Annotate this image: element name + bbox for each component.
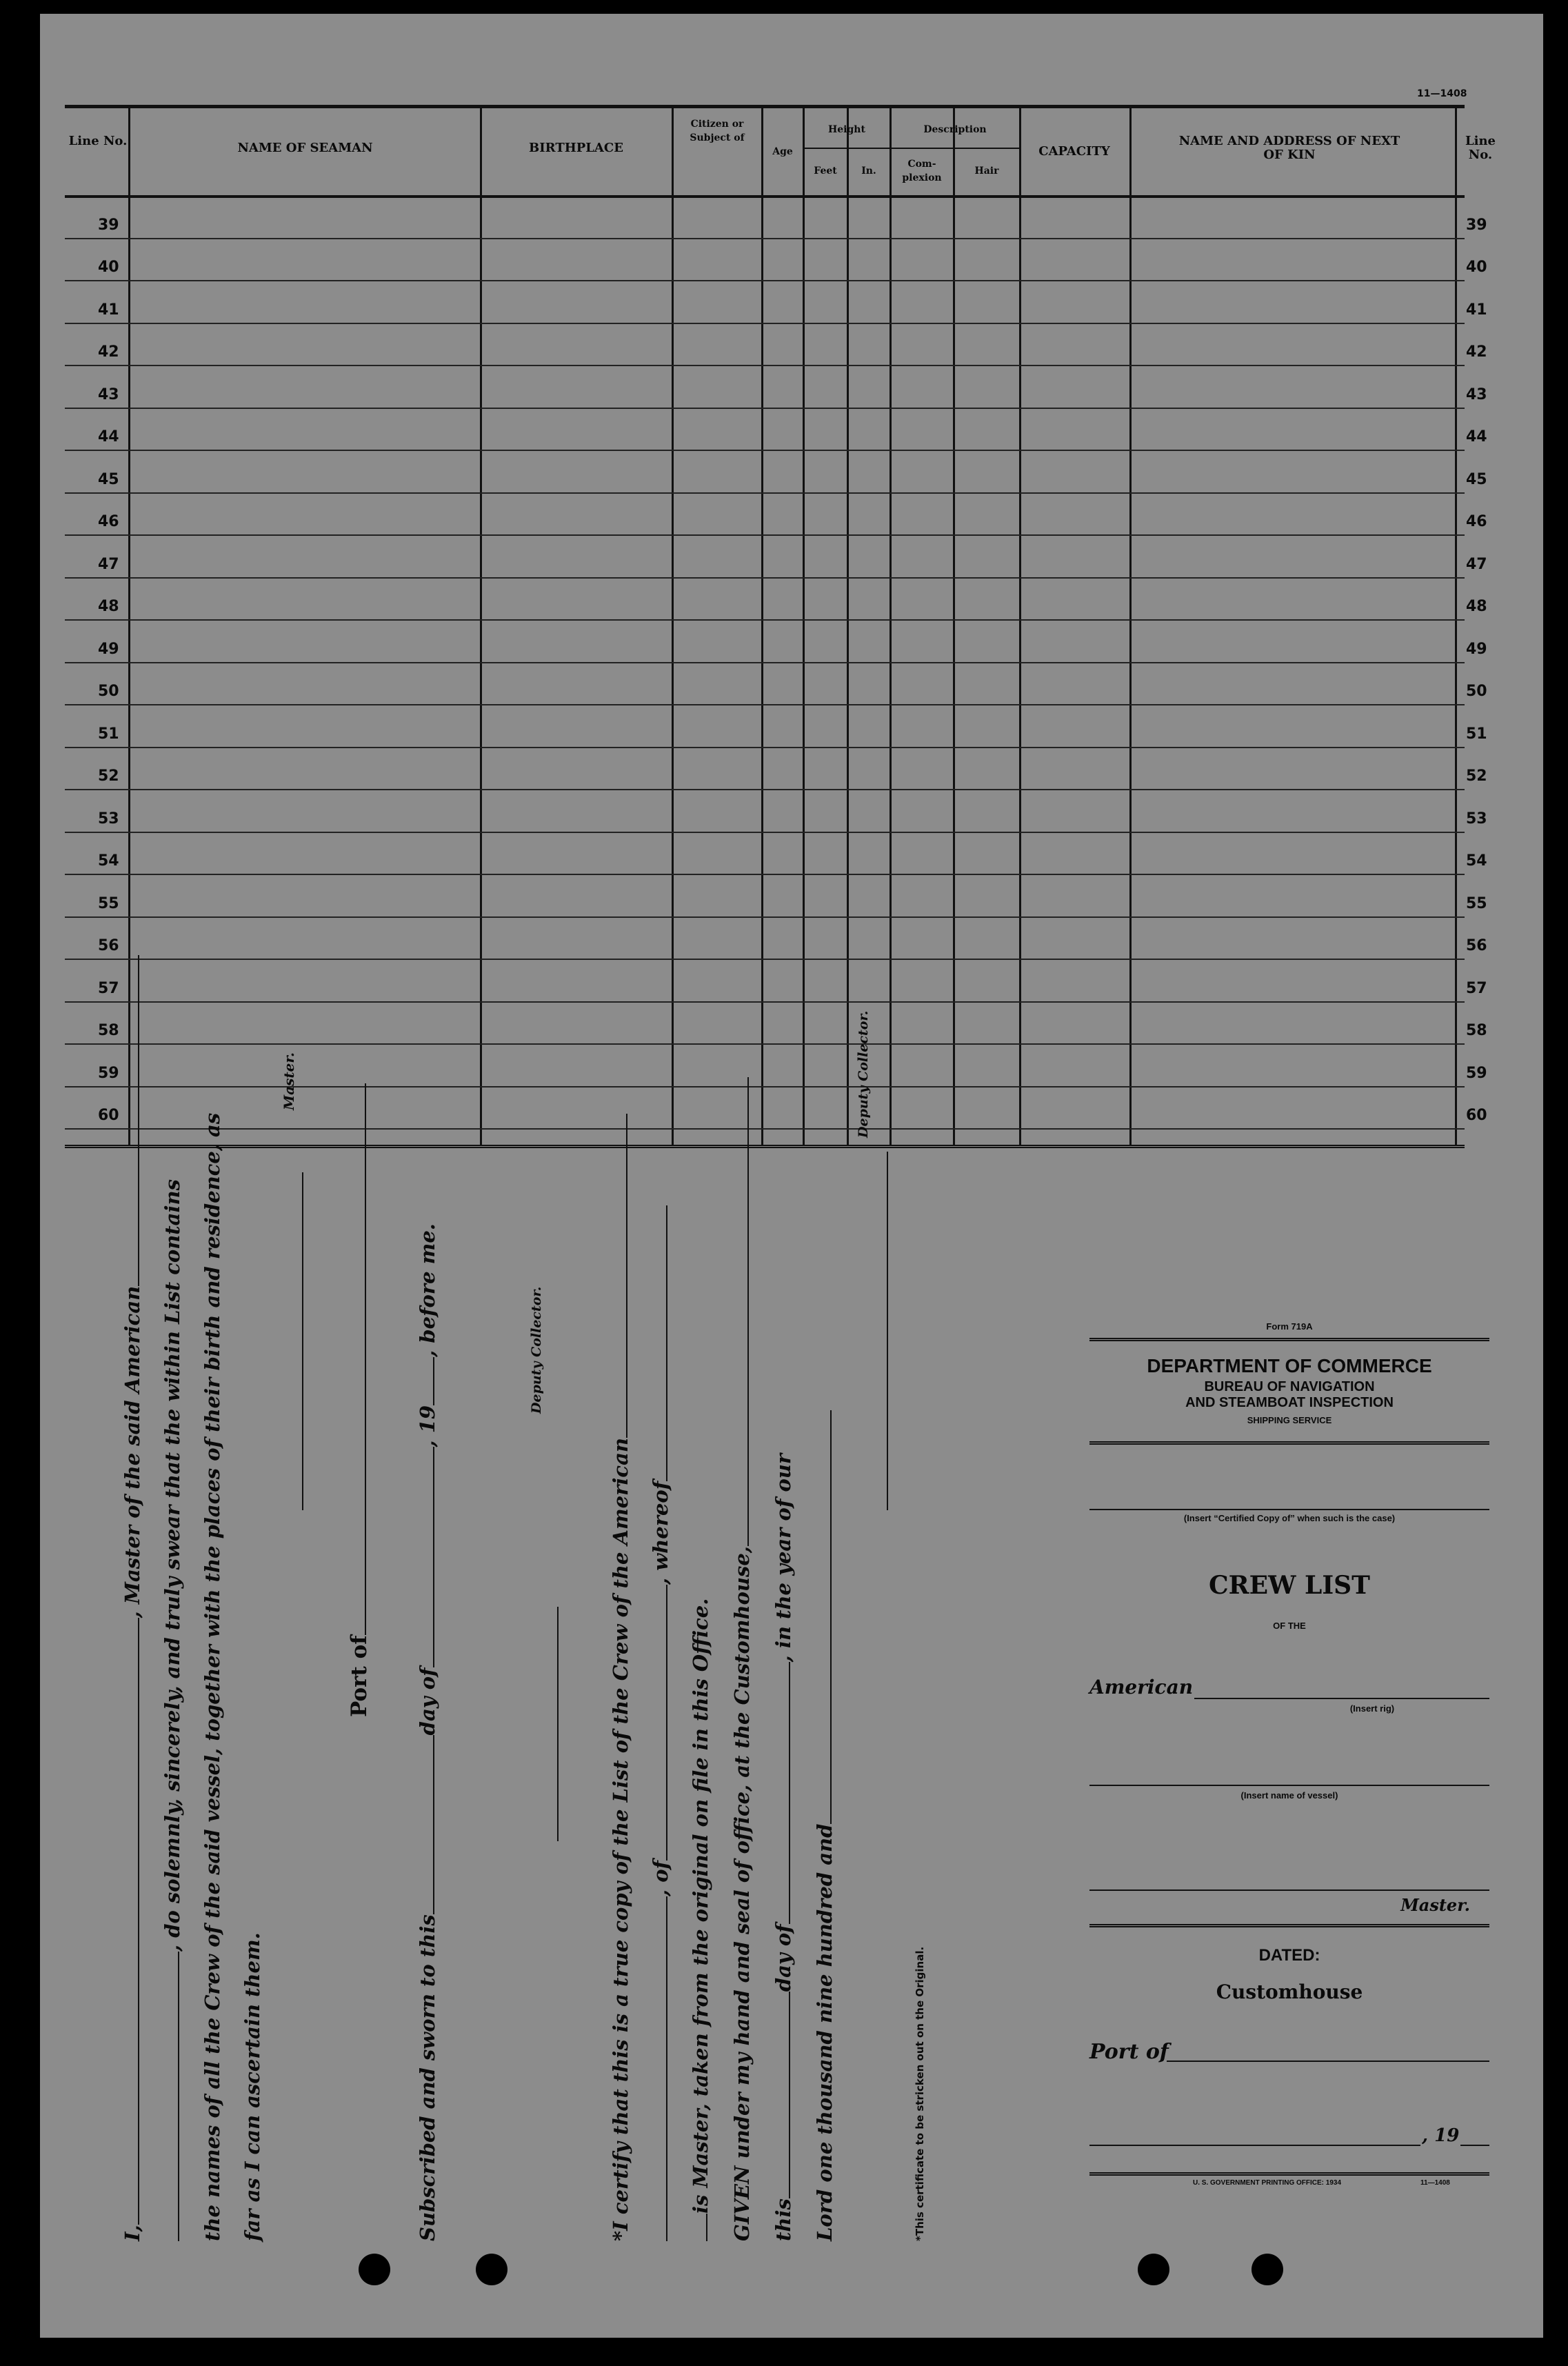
cover-printer: U. S. GOVERNMENT PRINTING OFFICE: 1934 [1193, 2179, 1342, 2187]
cover-master-blank[interactable] [1089, 1889, 1489, 1891]
cover-port-blank[interactable] [1167, 2061, 1489, 2062]
table-row[interactable] [65, 704, 1487, 748]
subscribed-d: , before me. [416, 1223, 439, 1357]
header-birthplace: BIRTHPLACE [529, 141, 623, 155]
header-name-of-seaman: NAME OF SEAMAN [237, 141, 373, 155]
port-of-label: Port of [347, 1635, 372, 1717]
cover-year-blank[interactable] [1460, 2145, 1489, 2146]
table-row[interactable] [65, 577, 1487, 621]
cover-bureau-1: BUREAU OF NAVIGATION [1204, 1379, 1375, 1394]
line-number-left: 48 [98, 598, 119, 615]
cert-vessel-blank[interactable] [626, 1114, 627, 1438]
line-number-left: 57 [98, 979, 119, 997]
cert-rig-blank[interactable] [666, 1896, 667, 2241]
line-number-right: 50 [1466, 683, 1487, 700]
line-number-left: 55 [98, 894, 119, 912]
subscribed-month-blank[interactable] [433, 1447, 434, 1667]
cover-bureau-2: AND STEAMBOAT INSPECTION [1185, 1395, 1394, 1410]
cover-rule-2 [1089, 1441, 1489, 1445]
table-row[interactable] [65, 534, 1487, 579]
table-row[interactable] [65, 365, 1487, 409]
cert-whereof: , whereof [649, 1481, 672, 1585]
cover-top-rule [1089, 1338, 1489, 1341]
port-of-blank[interactable] [365, 1083, 366, 1635]
subscribed-year-blank[interactable] [433, 1357, 434, 1405]
affidavit-names: the names of all the Crew of the said vessel, together with the places of their birth and residence, as [201, 1112, 224, 2241]
line-number-right: 42 [1466, 343, 1487, 361]
header-hair: Hair [974, 166, 999, 177]
table-row[interactable] [65, 959, 1487, 1003]
line-number-right: 52 [1466, 768, 1487, 785]
this-day-blank[interactable] [789, 1992, 790, 2198]
cover-rig-blank[interactable] [1194, 1698, 1489, 1699]
master-name-blank[interactable] [138, 1618, 139, 2225]
line-number-right: 51 [1466, 725, 1487, 743]
cover-shipping: SHIPPING SERVICE [1247, 1415, 1332, 1425]
line-number-left: 40 [98, 259, 119, 276]
affidavit-i: I, [121, 2225, 144, 2241]
line-number-right: 54 [1466, 852, 1487, 870]
cover-insert-copy: (Insert “Certified Copy of” when such is the case) [1183, 1513, 1396, 1523]
cover-crew-list: CREW LIST [1209, 1571, 1370, 1600]
line-number-left: 42 [98, 343, 119, 361]
table-row[interactable] [65, 874, 1487, 918]
header-next-of-kin: NAME AND ADDRESS OF NEXT OF KIN [1178, 134, 1400, 162]
lord-line: Lord one thousand nine hundred and [813, 1823, 836, 2241]
table-row[interactable] [65, 492, 1487, 537]
affidavit-master-of: , Master of the said American [121, 1285, 144, 1618]
header-height: Height [828, 124, 865, 135]
header-line-no-left: Line No. [68, 134, 128, 148]
header-line-no-right: Line No. [1465, 134, 1496, 162]
line-number-right: 56 [1466, 937, 1487, 954]
table-row[interactable] [65, 789, 1487, 833]
header-complexion: Com-plexion [902, 159, 942, 183]
line-number-left: 60 [98, 1107, 119, 1124]
deputy-label-1: Deputy Collector. [529, 1286, 544, 1414]
line-number-left: 56 [98, 937, 119, 954]
cover-code: 11—1408 [1420, 2179, 1450, 2187]
table-row[interactable] [65, 408, 1487, 452]
cover-form-no: Form 719A [1266, 1321, 1313, 1332]
table-row[interactable] [65, 323, 1487, 367]
affidavit-far: far as I can ascertain them. [241, 1932, 264, 2241]
line-number-right: 58 [1466, 1022, 1487, 1039]
cover-dept: DEPARTMENT OF COMMERCE [1147, 1355, 1432, 1376]
master-signature-blank[interactable] [302, 1172, 303, 1510]
punch-hole [1138, 2254, 1169, 2285]
header-inches: In. [861, 166, 876, 177]
table-row[interactable] [65, 450, 1487, 494]
line-number-right: 43 [1466, 385, 1487, 403]
form-code-top: 11—1408 [1417, 88, 1467, 99]
table-row[interactable] [65, 1043, 1487, 1087]
header-feet: Feet [814, 166, 837, 177]
line-number-left: 49 [98, 640, 119, 658]
table-row[interactable] [65, 662, 1487, 706]
subscribed-c: , 19 [416, 1405, 439, 1447]
line-number-left: 59 [98, 1064, 119, 1082]
cover-bottom-rule [1089, 2172, 1489, 2176]
this-month-blank[interactable] [789, 1662, 790, 1924]
line-number-left: 53 [98, 810, 119, 828]
deputy-label-2: Deputy Collector. [856, 1010, 871, 1138]
line-number-left: 41 [98, 301, 119, 319]
header-citizen: Citizen or Subject of [690, 119, 745, 143]
line-number-left: 47 [98, 555, 119, 573]
cert-port-blank[interactable] [666, 1585, 667, 1861]
cover-vessel-blank[interactable] [1089, 1785, 1489, 1786]
cover-year: , 19 [1422, 2125, 1460, 2146]
line-number-right: 44 [1466, 428, 1487, 445]
punch-hole [1252, 2254, 1283, 2285]
cover-rule-3 [1089, 1924, 1489, 1927]
header-capacity: CAPACITY [1038, 144, 1110, 159]
line-number-right: 57 [1466, 979, 1487, 997]
subscribed-b: day of [416, 1667, 439, 1736]
master-label: Master. [281, 1052, 297, 1110]
subscribed-a: Subscribed and sworn to this [416, 1914, 439, 2241]
year-blank[interactable] [830, 1410, 832, 1824]
table-row[interactable] [65, 1001, 1487, 1045]
header-age: Age [772, 146, 793, 157]
deputy-signature-blank-1[interactable] [557, 1607, 559, 1841]
line-number-right: 41 [1466, 301, 1487, 319]
line-number-right: 40 [1466, 259, 1487, 276]
given-line: GIVEN under my hand and seal of office, at the Customhouse, [730, 1546, 754, 2241]
this-c: , in the year of our [772, 1453, 795, 1663]
table-row[interactable] [65, 832, 1487, 876]
cover-date-blank[interactable] [1089, 2145, 1420, 2146]
cover-dated: DATED: [1258, 1946, 1320, 1965]
line-number-left: 44 [98, 428, 119, 445]
table-row[interactable] [65, 619, 1487, 663]
table-row[interactable] [65, 280, 1487, 324]
affidavit-swear: , do solemnly, sincerely, and truly swear that the within List contains [161, 1179, 184, 1952]
line-number-left: 39 [98, 216, 119, 234]
line-number-right: 46 [1466, 513, 1487, 530]
cert-of: , of [649, 1860, 672, 1896]
line-number-left: 46 [98, 513, 119, 530]
cover-port-of: Port of [1089, 2040, 1169, 2064]
punch-hole [476, 2254, 507, 2285]
line-number-right: 39 [1466, 216, 1487, 234]
header-description: Description [923, 124, 987, 135]
cert-master-blank[interactable] [666, 1205, 667, 1481]
line-number-right: 53 [1466, 810, 1487, 828]
line-number-left: 50 [98, 683, 119, 700]
vessel-name-blank[interactable] [138, 955, 139, 1286]
cover-insert-rig: (Insert rig) [1349, 1703, 1395, 1714]
line-number-right: 45 [1466, 470, 1487, 488]
line-number-right: 48 [1466, 598, 1487, 615]
cover-insert-name: (Insert name of vessel) [1240, 1790, 1338, 1801]
footnote: *This certificate to be stricken out on the Original. [914, 1946, 926, 2241]
cert-master-blank-2[interactable] [706, 2214, 707, 2241]
line-number-left: 58 [98, 1022, 119, 1039]
subscribed-day-blank[interactable] [433, 1735, 434, 1914]
line-number-left: 43 [98, 385, 119, 403]
cover-of-the: OF THE [1273, 1621, 1306, 1631]
line-number-right: 55 [1466, 894, 1487, 912]
table-bottom-rule [65, 1145, 1465, 1152]
line-number-right: 59 [1466, 1064, 1487, 1082]
cover-master: Master. [1400, 1895, 1470, 1915]
this-b: day of [772, 1924, 795, 1992]
table-row[interactable] [65, 195, 1487, 239]
header-subrule [804, 148, 1019, 149]
cover-customhouse: Customhouse [1216, 1981, 1363, 2003]
cert-taken: is Master, taken from the original on file in this Office. [689, 1598, 712, 2214]
cover-american: American [1089, 1676, 1194, 1698]
table-row[interactable] [65, 238, 1487, 282]
this-a: this [772, 2198, 795, 2241]
line-number-right: 47 [1466, 555, 1487, 573]
deputy-signature-blank-2[interactable] [887, 1152, 888, 1510]
line-number-left: 54 [98, 852, 119, 870]
line-number-left: 45 [98, 470, 119, 488]
cover-copy-blank[interactable] [1089, 1509, 1489, 1510]
table-row[interactable] [65, 1086, 1487, 1130]
table-row[interactable] [65, 916, 1487, 961]
table-row[interactable] [65, 747, 1487, 791]
line-number-right: 60 [1466, 1107, 1487, 1124]
vessel-blank-2[interactable] [178, 1952, 179, 2241]
certify-line: *I certify that this is a true copy of the List of the Crew of the American [609, 1438, 632, 2241]
line-number-left: 52 [98, 768, 119, 785]
given-place-blank[interactable] [747, 1077, 749, 1546]
line-number-right: 49 [1466, 640, 1487, 658]
line-number-left: 51 [98, 725, 119, 743]
punch-hole [359, 2254, 390, 2285]
